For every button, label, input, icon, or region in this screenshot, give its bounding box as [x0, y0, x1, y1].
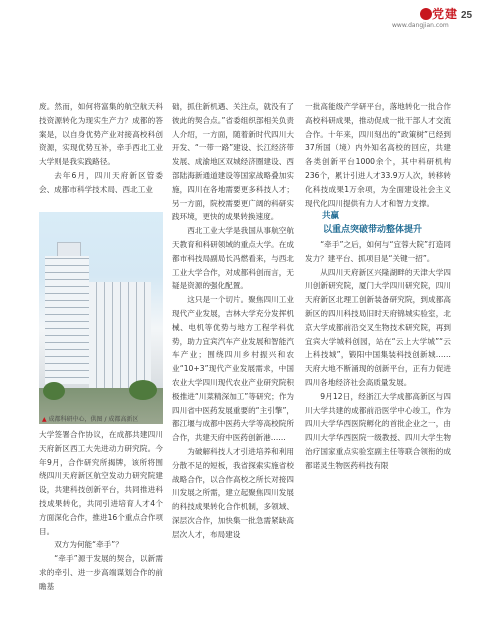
- tree-shape: [43, 382, 65, 400]
- caption-text: 成都科研中心，供图 / 成都高新区: [48, 416, 139, 423]
- tree-shape: [129, 380, 157, 400]
- paragraph: 双方为何能“牵手”？: [54, 540, 123, 550]
- column-1-top: [39, 100, 163, 194]
- section-title: 共赢: [322, 211, 340, 222]
- paragraph: 础，抓住新机遇、关注点，就没有了彼此的契合点。”省委组织部相关负责人介绍，一方面，随着新时代四川大开发、“一带一路”建设、长江经济带发展、成渝地区双城经济圈建设、西部陆海新通道建设等国家战略叠加实施，四川在各地需要更多科技人才；另一方面，院校需要更广阔的科研实践环境，更快的成果转换速度。: [172, 102, 294, 222]
- column-3: [305, 100, 451, 640]
- magazine-logo-icon: [420, 8, 432, 20]
- magazine-url: www.dangjian.com: [392, 22, 449, 29]
- paragraph: 大学签署合作协议，在成都共建四川天府新区西工大先进动力研究院。今年9月，合作研究所揭牌，该所将围绕四川天府新区航空发动力研究院建设，共建科技创新平台，共同推进科技成果转化，共同引进培育人才4个方面深化合作，推进16个重点合作项目。: [39, 430, 163, 536]
- caption-bullet-icon: ▲: [42, 416, 47, 423]
- section-subtitle: 以重点突破带动整体提升: [323, 225, 423, 236]
- page-number: 25: [461, 10, 473, 21]
- paragraph: 去年6月，四川天府新区管委会、成都市科学技术局、西北工业: [39, 170, 163, 194]
- building-photo: [39, 212, 163, 424]
- magazine-logo: 党建: [432, 7, 459, 21]
- paragraph: 这只是一个切片。聚焦四川工业现代产业发展，吉林大学充分发挥机械、电机等优势与地方工程学科优势，助力宜宾汽车产业发展和智能汽车产业；围绕四川乡村振兴和农业“10+3”现代产业发展需求，中国农业大学四川现代农业产业研究院积极推进“川菜精深加工”等研究；作为四川省中医药发展重要的“主引擎”，都江堰与成都中医药大学等高校院所合作，共建天府中医药创新港……: [172, 295, 294, 443]
- building-shape: [45, 256, 89, 384]
- column-2: [172, 100, 294, 640]
- paragraph: “牵手”之后，如何与“宜蓉大院”打造同发力？建平台、抓项目是“关键一招”。: [305, 239, 451, 263]
- paragraph: “牵手”源于发展的契合，以新需求的牵引、进一步高端谋划合作的前瞻基: [39, 554, 163, 591]
- paragraph: 西北工业大学是我国从事航空航天教育和科研领域的重点大学。在成都市科技局副局长冯燃看来，与西北工业大学合作，对成都科创而言，无疑是资源的强化配置。: [172, 226, 294, 291]
- paragraph: 从四川天府新区兴隆湖畔的天津大学四川创新研究院，厦门大学四川研究院，四川天府新区北理工创新装备研究院，到成都高新区的四川科技局旧时天府锦城实验室，北京大学成都前沿交叉生物技术研究院，再到宜宾大学城科创园，站在“云上大学城”“云上科技城”，锻阳中国集装科技创新城……天府大地不断涌现的创新平台，正有力促进四川各地经济社会高质量发展。: [305, 267, 451, 387]
- paragraph: 废。然而，如何将富集的航空航天科技资源转化为现实生产力？成都的答案是，以自身优势产业对接高校科创资源，实现优势互补，牵手西北工业大学则是我实践路径。: [39, 102, 163, 167]
- column-1-bottom: [39, 428, 163, 638]
- paragraph: 一批高能级产学研平台，落地转化一批合作高校科研成果，推动促成一批干部人才交流合作。十年来，四川刻出的“政策树”已经到37所国（境）内外知名高校的回应，共建各类创新平台1000余个，其中科研机构236个，累计引进人才33.9万人次，转移转化科技成果1万余项，为全面建设社会主义现代化四川提供有力人才和智力支撑。: [305, 102, 451, 208]
- paragraph: 为破解科技人才引进培养和利用分散不足的短板，我省探索实施省校战略合作，以合作高校之所长对接四川发展之所需，建立起聚焦四川发展的科技成果转化合作机制，多领域、深层次合作，加快集一批急需紧缺高层次人才，布局建设: [172, 446, 294, 539]
- paragraph: 9月12日，经浙江大学成都高新区与四川大学共建的成都前沿医学中心竣工，作为四川大学华西医院孵化的首批企业之一，由四川大学华西医院一级教授、四川大学生物治疗国家重点实验室副主任等联合领衔的成都诺灵生物医药科技有限: [305, 391, 451, 470]
- building-shape: [89, 282, 151, 392]
- page-header: [0, 0, 484, 46]
- photo-caption: [42, 414, 138, 423]
